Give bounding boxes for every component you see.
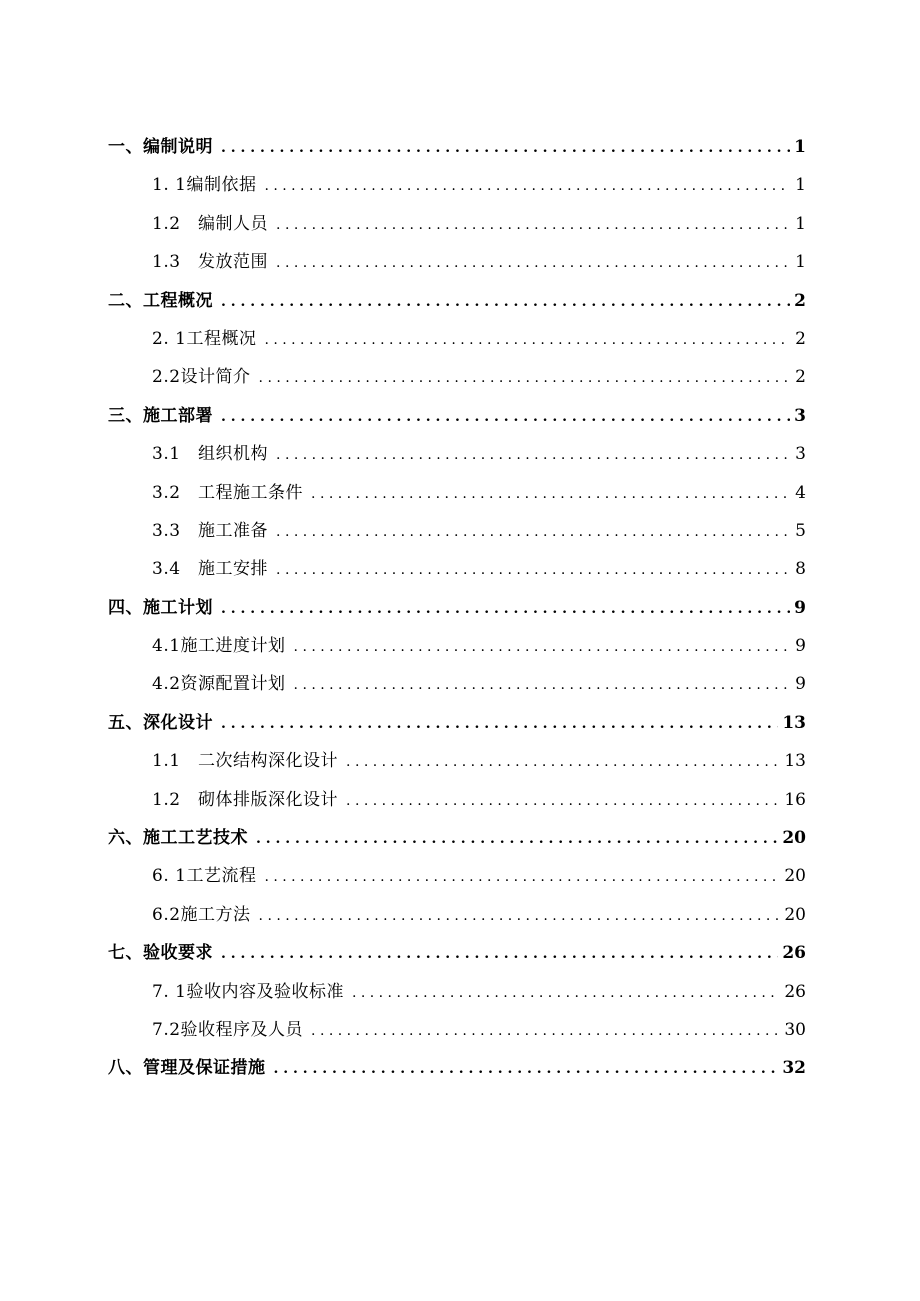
toc-entry-page: 20 (784, 904, 806, 925)
toc-dot-leader (221, 129, 790, 167)
toc-dot-leader (276, 551, 791, 589)
toc-entry-page: 2 (794, 290, 806, 311)
toc-dot-leader (276, 436, 791, 474)
toc-entry-page: 5 (795, 520, 806, 541)
toc-entry[interactable] (108, 934, 806, 972)
toc-entry-page: 4 (795, 482, 806, 503)
toc-entry-title: 2. 1工程概况 (152, 328, 257, 349)
toc-dot-leader (264, 167, 791, 205)
toc-entry-title: 3.3 施工准备 (152, 520, 269, 541)
toc-dot-leader (221, 935, 778, 973)
toc-dot-leader (294, 666, 792, 704)
toc-entry-title: 1.2 编制人员 (152, 213, 269, 234)
toc-entry-page: 9 (795, 636, 806, 657)
toc-entry[interactable] (108, 1011, 806, 1049)
toc-entry-page: 3 (794, 405, 806, 426)
toc-entry[interactable] (108, 742, 806, 780)
toc-dot-leader (276, 244, 791, 282)
toc-entry-title: 1. 1编制依据 (152, 175, 257, 196)
toc-entry-title: 6. 1工艺流程 (152, 866, 257, 887)
toc-dot-leader (264, 321, 791, 359)
toc-entry[interactable] (108, 166, 806, 204)
toc-entry-title: 七、验收要求 (108, 943, 213, 964)
toc-entry-page: 30 (784, 1019, 806, 1040)
toc-entry[interactable] (108, 896, 806, 934)
toc-entry[interactable] (108, 435, 806, 473)
toc-entry-page: 1 (795, 175, 806, 196)
toc-entry-page: 20 (784, 866, 806, 887)
toc-dot-leader (259, 359, 792, 397)
toc-entry-title: 3.4 施工安排 (152, 559, 269, 580)
toc-entry-page: 3 (795, 444, 806, 465)
toc-entry-page: 13 (784, 751, 806, 772)
toc-entry[interactable] (108, 665, 806, 703)
toc-entry[interactable] (108, 282, 806, 320)
toc-entry[interactable] (108, 704, 806, 742)
toc-dot-leader (264, 858, 780, 896)
toc-entry[interactable] (108, 128, 806, 166)
toc-dot-leader (346, 782, 780, 820)
toc-entry[interactable] (108, 589, 806, 627)
toc-entry-title: 4.1施工进度计划 (152, 636, 286, 657)
toc-entry-title: 7.2验收程序及人员 (152, 1019, 304, 1040)
toc-entry-page: 1 (794, 137, 806, 157)
toc-entry[interactable] (108, 819, 806, 857)
toc-entry-title: 1.3 发放范围 (152, 252, 269, 273)
toc-entry-title: 6.2施工方法 (152, 904, 251, 925)
toc-entry-page: 1 (795, 252, 806, 273)
toc-entry[interactable] (108, 781, 806, 819)
toc-entry-title: 3.2 工程施工条件 (152, 482, 304, 503)
toc-entry[interactable] (108, 1049, 806, 1087)
toc-entry-title: 2.2设计简介 (152, 367, 251, 388)
toc-dot-leader (311, 1012, 780, 1050)
toc-entry-page: 26 (784, 981, 806, 1002)
toc-entry[interactable] (108, 205, 806, 243)
toc-entry[interactable] (108, 358, 806, 396)
toc-dot-leader (221, 398, 790, 436)
toc-entry-page: 9 (795, 674, 806, 695)
toc-entry-page: 2 (795, 367, 806, 388)
toc-entry[interactable] (108, 627, 806, 665)
toc-entry[interactable] (108, 474, 806, 512)
toc-dot-leader (256, 820, 778, 858)
toc-entry-page: 2 (795, 328, 806, 349)
toc-entry-page: 16 (784, 789, 806, 810)
toc-entry[interactable] (108, 243, 806, 281)
toc-dot-leader (221, 590, 790, 628)
toc-dot-leader (276, 513, 791, 551)
toc-entry-page: 26 (782, 943, 806, 964)
toc-entry[interactable] (108, 320, 806, 358)
toc-dot-leader (311, 475, 791, 513)
toc-dot-leader (221, 283, 790, 321)
toc-entry-page: 20 (782, 828, 806, 849)
toc-entry[interactable] (108, 512, 806, 550)
toc-entry-title: 1.2 砌体排版深化设计 (152, 789, 339, 810)
toc-entry-title: 4.2资源配置计划 (152, 674, 286, 695)
toc-dot-leader (221, 705, 778, 743)
toc-dot-leader (294, 628, 792, 666)
toc-dot-leader (274, 1050, 779, 1088)
toc-entry-title: 1.1 二次结构深化设计 (152, 751, 339, 772)
toc-dot-leader (352, 974, 780, 1012)
toc-entry-title: 五、深化设计 (108, 712, 213, 733)
toc-entry-page: 13 (782, 712, 806, 733)
toc-entry[interactable] (108, 973, 806, 1011)
toc-entry[interactable] (108, 397, 806, 435)
toc-entry-title: 3.1 组织机构 (152, 444, 269, 465)
toc-entry[interactable] (108, 857, 806, 895)
toc-dot-leader (346, 743, 780, 781)
toc-entry-title: 三、施工部署 (108, 405, 213, 426)
toc-entry-title: 7. 1验收内容及验收标准 (152, 981, 344, 1002)
toc-entry-page: 9 (794, 597, 806, 618)
table-of-contents (108, 128, 806, 1088)
toc-entry-title: 一、编制说明 (108, 137, 213, 157)
toc-entry-page: 1 (795, 213, 806, 234)
toc-entry-title: 八、管理及保证措施 (108, 1058, 266, 1079)
toc-entry-page: 32 (782, 1058, 806, 1079)
toc-dot-leader (276, 206, 791, 244)
toc-entry-page: 8 (795, 559, 806, 580)
toc-entry-title: 四、施工计划 (108, 597, 213, 618)
toc-entry[interactable] (108, 550, 806, 588)
toc-dot-leader (259, 897, 781, 935)
toc-entry-title: 二、工程概况 (108, 290, 213, 311)
toc-entry-title: 六、施工工艺技术 (108, 828, 248, 849)
